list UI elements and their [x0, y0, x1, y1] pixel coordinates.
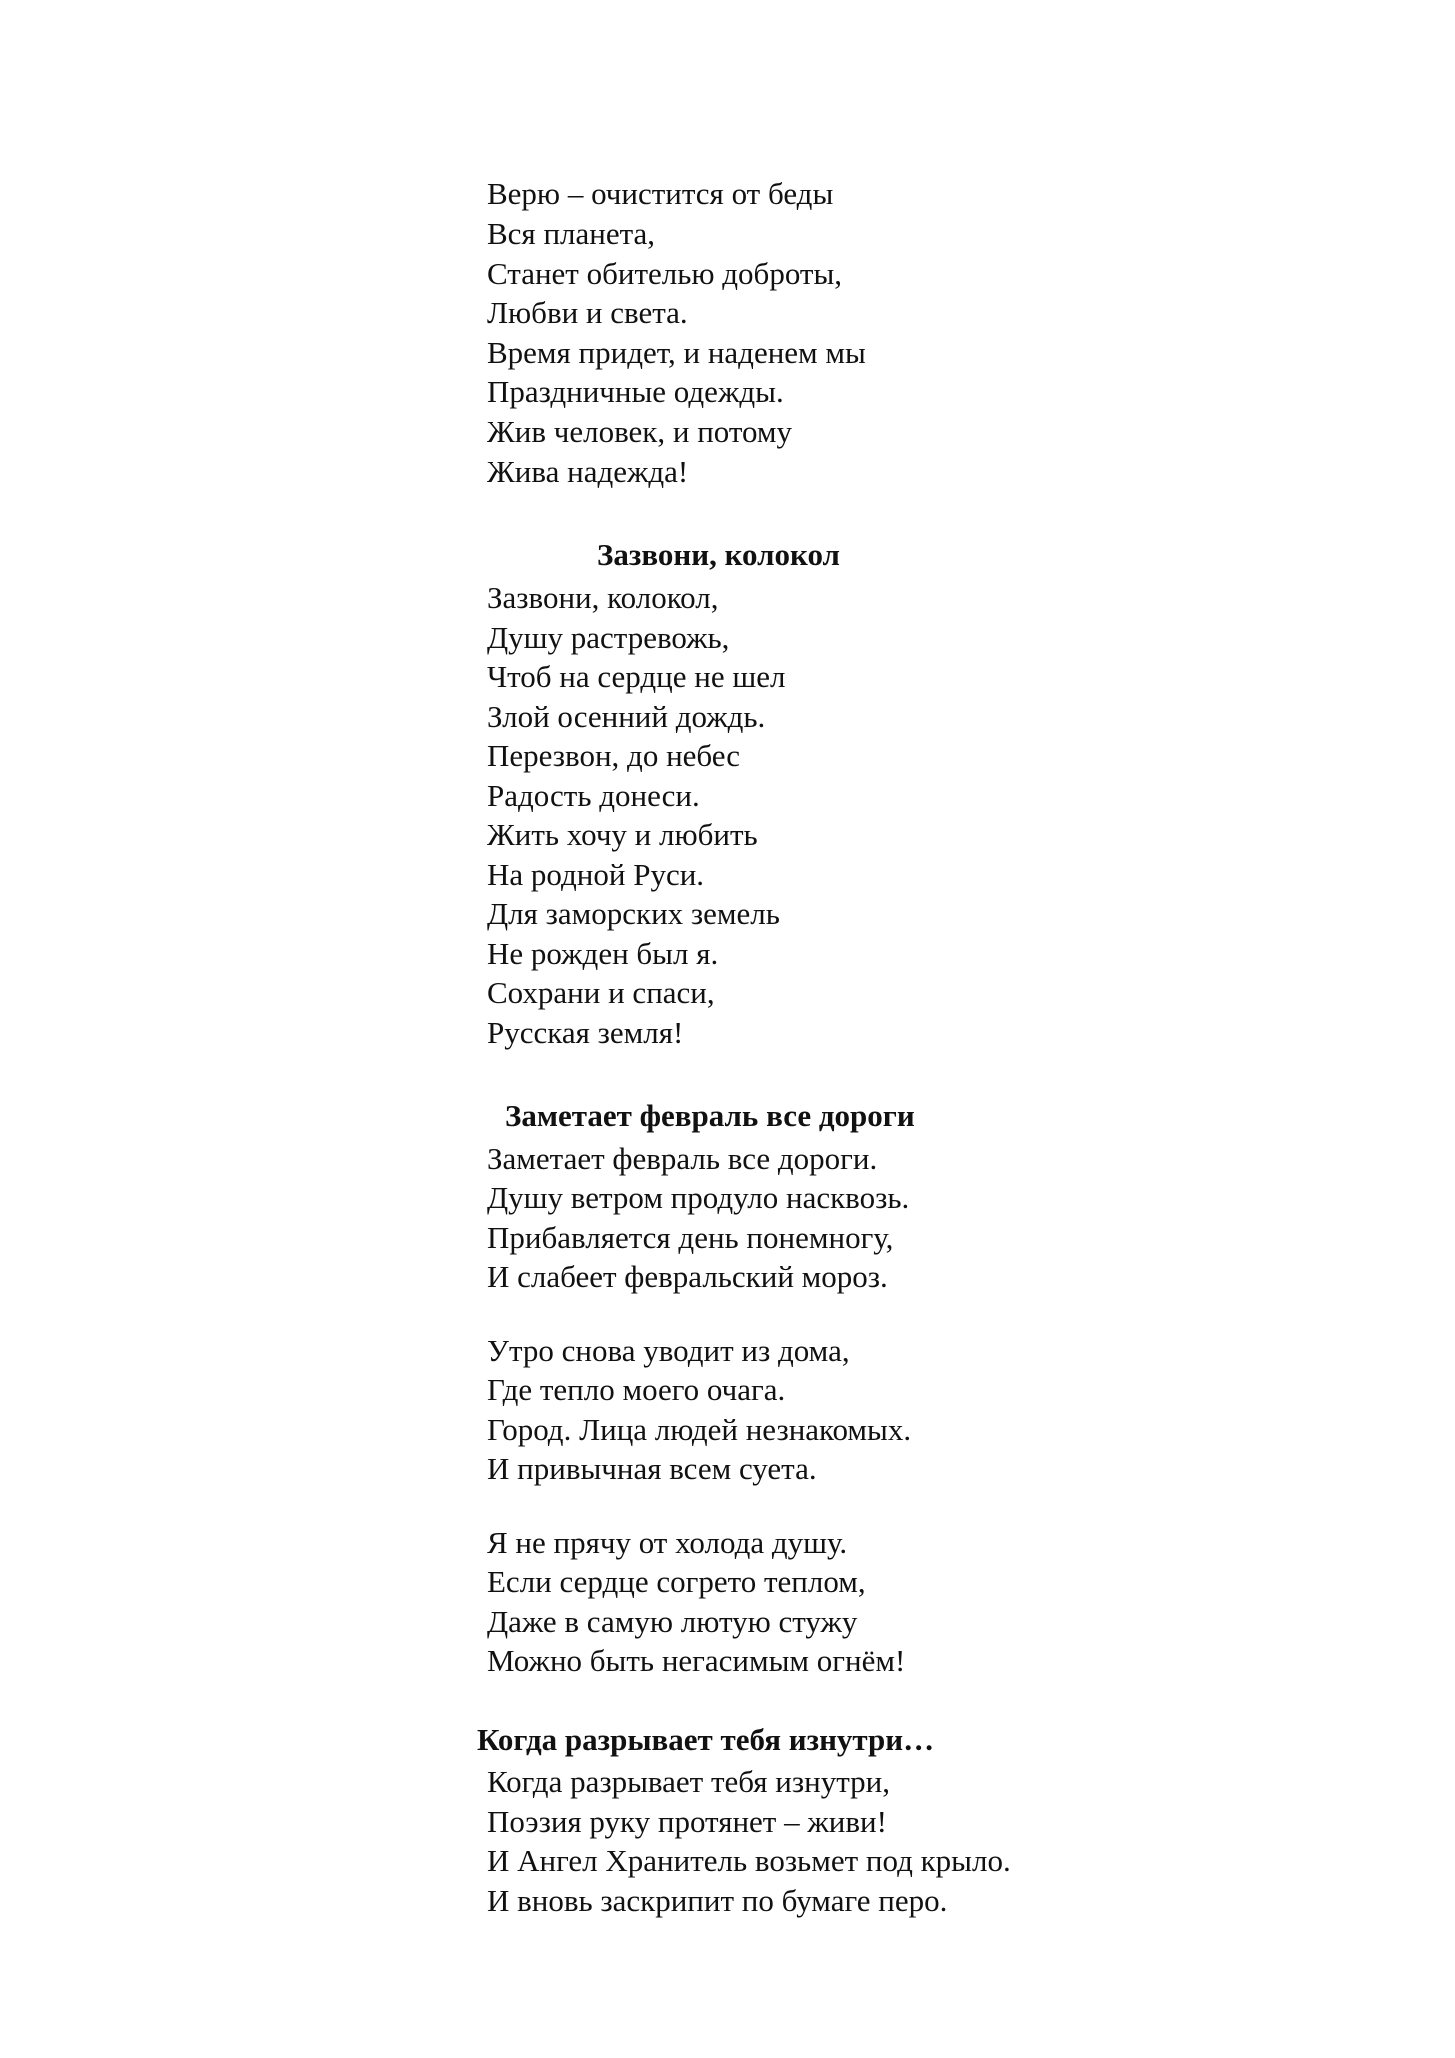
- poem-line: И слабеет февральский мороз.: [487, 1259, 888, 1294]
- poem-line: Где тепло моего очага.: [487, 1372, 786, 1407]
- poem-line: Для заморских земель: [487, 896, 780, 931]
- poem-line: И Ангел Хранитель возьмет под крыло.: [487, 1843, 1011, 1878]
- poem-line: Жива надежда!: [487, 454, 689, 489]
- poem-line: Город. Лица людей незнакомых.: [487, 1412, 912, 1447]
- poem-line: Поэзия руку протянет – живи!: [487, 1804, 887, 1839]
- poem-line: Любви и света.: [487, 295, 688, 330]
- poem-line: Душу растревожь,: [487, 620, 730, 655]
- poem-line: Душу ветром продуло насквозь.: [487, 1180, 910, 1215]
- poem-line: Чтоб на сердце не шел: [487, 659, 786, 694]
- poem-line: Не рожден был я.: [487, 936, 719, 971]
- poem-title: Заметает февраль все дороги: [505, 1098, 915, 1133]
- poem-line: Я не прячу от холода душу.: [487, 1525, 848, 1560]
- poem-line: Если сердце согрето теплом,: [487, 1564, 866, 1599]
- poem-line: На родной Руси.: [487, 857, 705, 892]
- poem-line: Радость донеси.: [487, 778, 700, 813]
- poem-line: Станет обителью доброты,: [487, 256, 843, 291]
- poem-line: И привычная всем суета.: [487, 1451, 817, 1486]
- poem-line: Злой осенний дождь.: [487, 699, 766, 734]
- poem-line: Утро снова уводит из дома,: [487, 1333, 850, 1368]
- poem-line: Верю – очистится от беды: [487, 176, 834, 211]
- poem-line: Сохрани и спаси,: [487, 975, 715, 1010]
- poem-line: Вся планета,: [487, 216, 656, 251]
- poem-line: Русская земля!: [487, 1015, 684, 1050]
- poem-line: Праздничные одежды.: [487, 374, 784, 409]
- poem-line: Время придет, и наденем мы: [487, 335, 866, 370]
- poem-line: Зазвони, колокол,: [487, 580, 719, 615]
- poem-line: И вновь заскрипит по бумаге перо.: [487, 1883, 948, 1918]
- poem-line: Жив человек, и потому: [487, 414, 793, 449]
- poem-line: Жить хочу и любить: [487, 817, 758, 852]
- poem-title: Когда разрывает тебя изнутри…: [477, 1722, 935, 1757]
- poem-line: Когда разрывает тебя изнутри,: [487, 1764, 890, 1799]
- poem-line: Прибавляется день понемногу,: [487, 1220, 894, 1255]
- poem-title: Зазвони, колокол: [597, 537, 840, 572]
- poem-line: Даже в самую лютую стужу: [487, 1604, 858, 1639]
- poem-line: Можно быть негасимым огнём!: [487, 1643, 906, 1678]
- poem-line: Заметает февраль все дороги.: [487, 1141, 878, 1176]
- poem-line: Перезвон, до небес: [487, 738, 741, 773]
